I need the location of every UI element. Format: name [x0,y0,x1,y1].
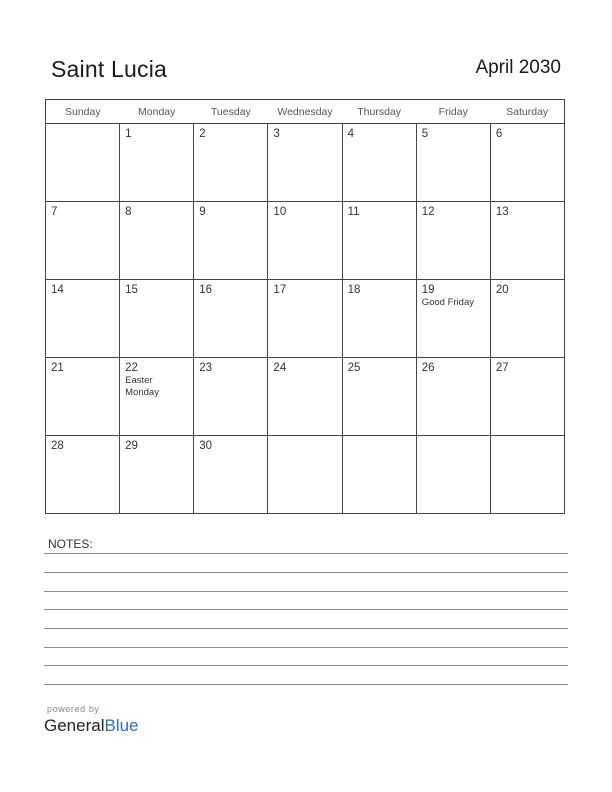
weekday-header: Tuesday [194,100,268,124]
day-cell [268,124,342,202]
day-cell [268,202,342,280]
day-number: 25 [347,362,361,374]
powered-by-text: powered by [47,704,100,714]
day-cell [194,124,268,202]
day-number: 28 [51,440,64,452]
day-number: 8 [125,206,132,218]
day-number: 26 [421,362,435,374]
day-cell [416,280,490,358]
brand-logo [44,716,139,736]
day-number: 30 [199,440,213,452]
country-title: Saint Lucia [51,56,167,82]
day-cell [416,202,490,280]
day-number: 16 [199,284,213,296]
day-cell [342,124,416,202]
week-row [46,358,565,436]
day-cell [490,280,564,358]
day-cell [342,358,416,436]
day-number: 4 [347,128,354,140]
day-number: 20 [495,284,509,296]
day-number: 11 [347,206,360,218]
note-line [44,553,568,554]
day-cell [268,358,342,436]
day-cell [490,436,564,514]
day-cell [342,436,416,514]
day-cell [194,202,268,280]
day-cell [416,436,490,514]
day-cell [46,358,120,436]
day-number: 22 [125,362,138,374]
note-line [44,609,568,610]
week-row [46,280,565,358]
day-number: 2 [199,128,206,140]
weekday-header: Sunday [46,100,120,124]
day-cell [120,124,194,202]
week-row [46,436,565,514]
day-cell [46,202,120,280]
weekday-header-row [46,100,565,124]
day-number: 24 [273,362,287,374]
day-number: 15 [125,284,138,296]
weekday-header: Monday [120,100,194,124]
day-number: 10 [273,206,287,218]
holiday-label: Good Friday [421,297,474,308]
day-number: 3 [273,128,280,140]
calendar-grid [45,99,565,514]
day-cell [120,358,194,436]
day-cell [120,202,194,280]
day-number: 17 [273,284,287,296]
note-line [44,665,568,666]
day-number: 21 [51,362,64,374]
day-cell [416,124,490,202]
day-cell [46,280,120,358]
day-cell [46,124,120,202]
day-cell [46,436,120,514]
day-number: 7 [51,206,58,218]
month-year-title: April 2030 [475,57,561,78]
day-cell [120,280,194,358]
brand-general-text: General [44,716,105,735]
day-number: 29 [125,440,138,452]
day-cell [490,358,564,436]
day-cell [268,436,342,514]
note-line [44,572,568,573]
notes-label: NOTES: [48,537,93,551]
day-number: 12 [421,206,435,218]
day-number: 23 [199,362,213,374]
day-number: 19 [421,284,435,296]
day-cell [342,280,416,358]
day-cell [268,280,342,358]
day-number: 14 [51,284,64,296]
day-cell [490,124,564,202]
day-number: 1 [125,128,132,140]
day-cell [194,358,268,436]
day-number: 13 [495,206,509,218]
day-cell [194,280,268,358]
note-line [44,647,568,648]
note-line [44,628,568,629]
day-cell [416,358,490,436]
holiday-label: Easter Monday [125,375,159,398]
note-line [44,591,568,592]
day-cell [490,202,564,280]
weekday-header: Wednesday [268,100,342,124]
week-row [46,202,565,280]
day-number: 6 [495,128,503,140]
weekday-header: Friday [416,100,490,124]
day-number: 5 [421,128,429,140]
weekday-header: Thursday [342,100,416,124]
brand-blue-text: Blue [104,716,139,735]
day-cell [120,436,194,514]
day-number: 18 [347,284,361,296]
weekday-header: Saturday [490,100,564,124]
week-row [46,124,565,202]
day-number: 9 [199,206,206,218]
day-cell [342,202,416,280]
note-line [44,684,568,685]
day-cell [194,436,268,514]
day-number: 27 [495,362,509,374]
